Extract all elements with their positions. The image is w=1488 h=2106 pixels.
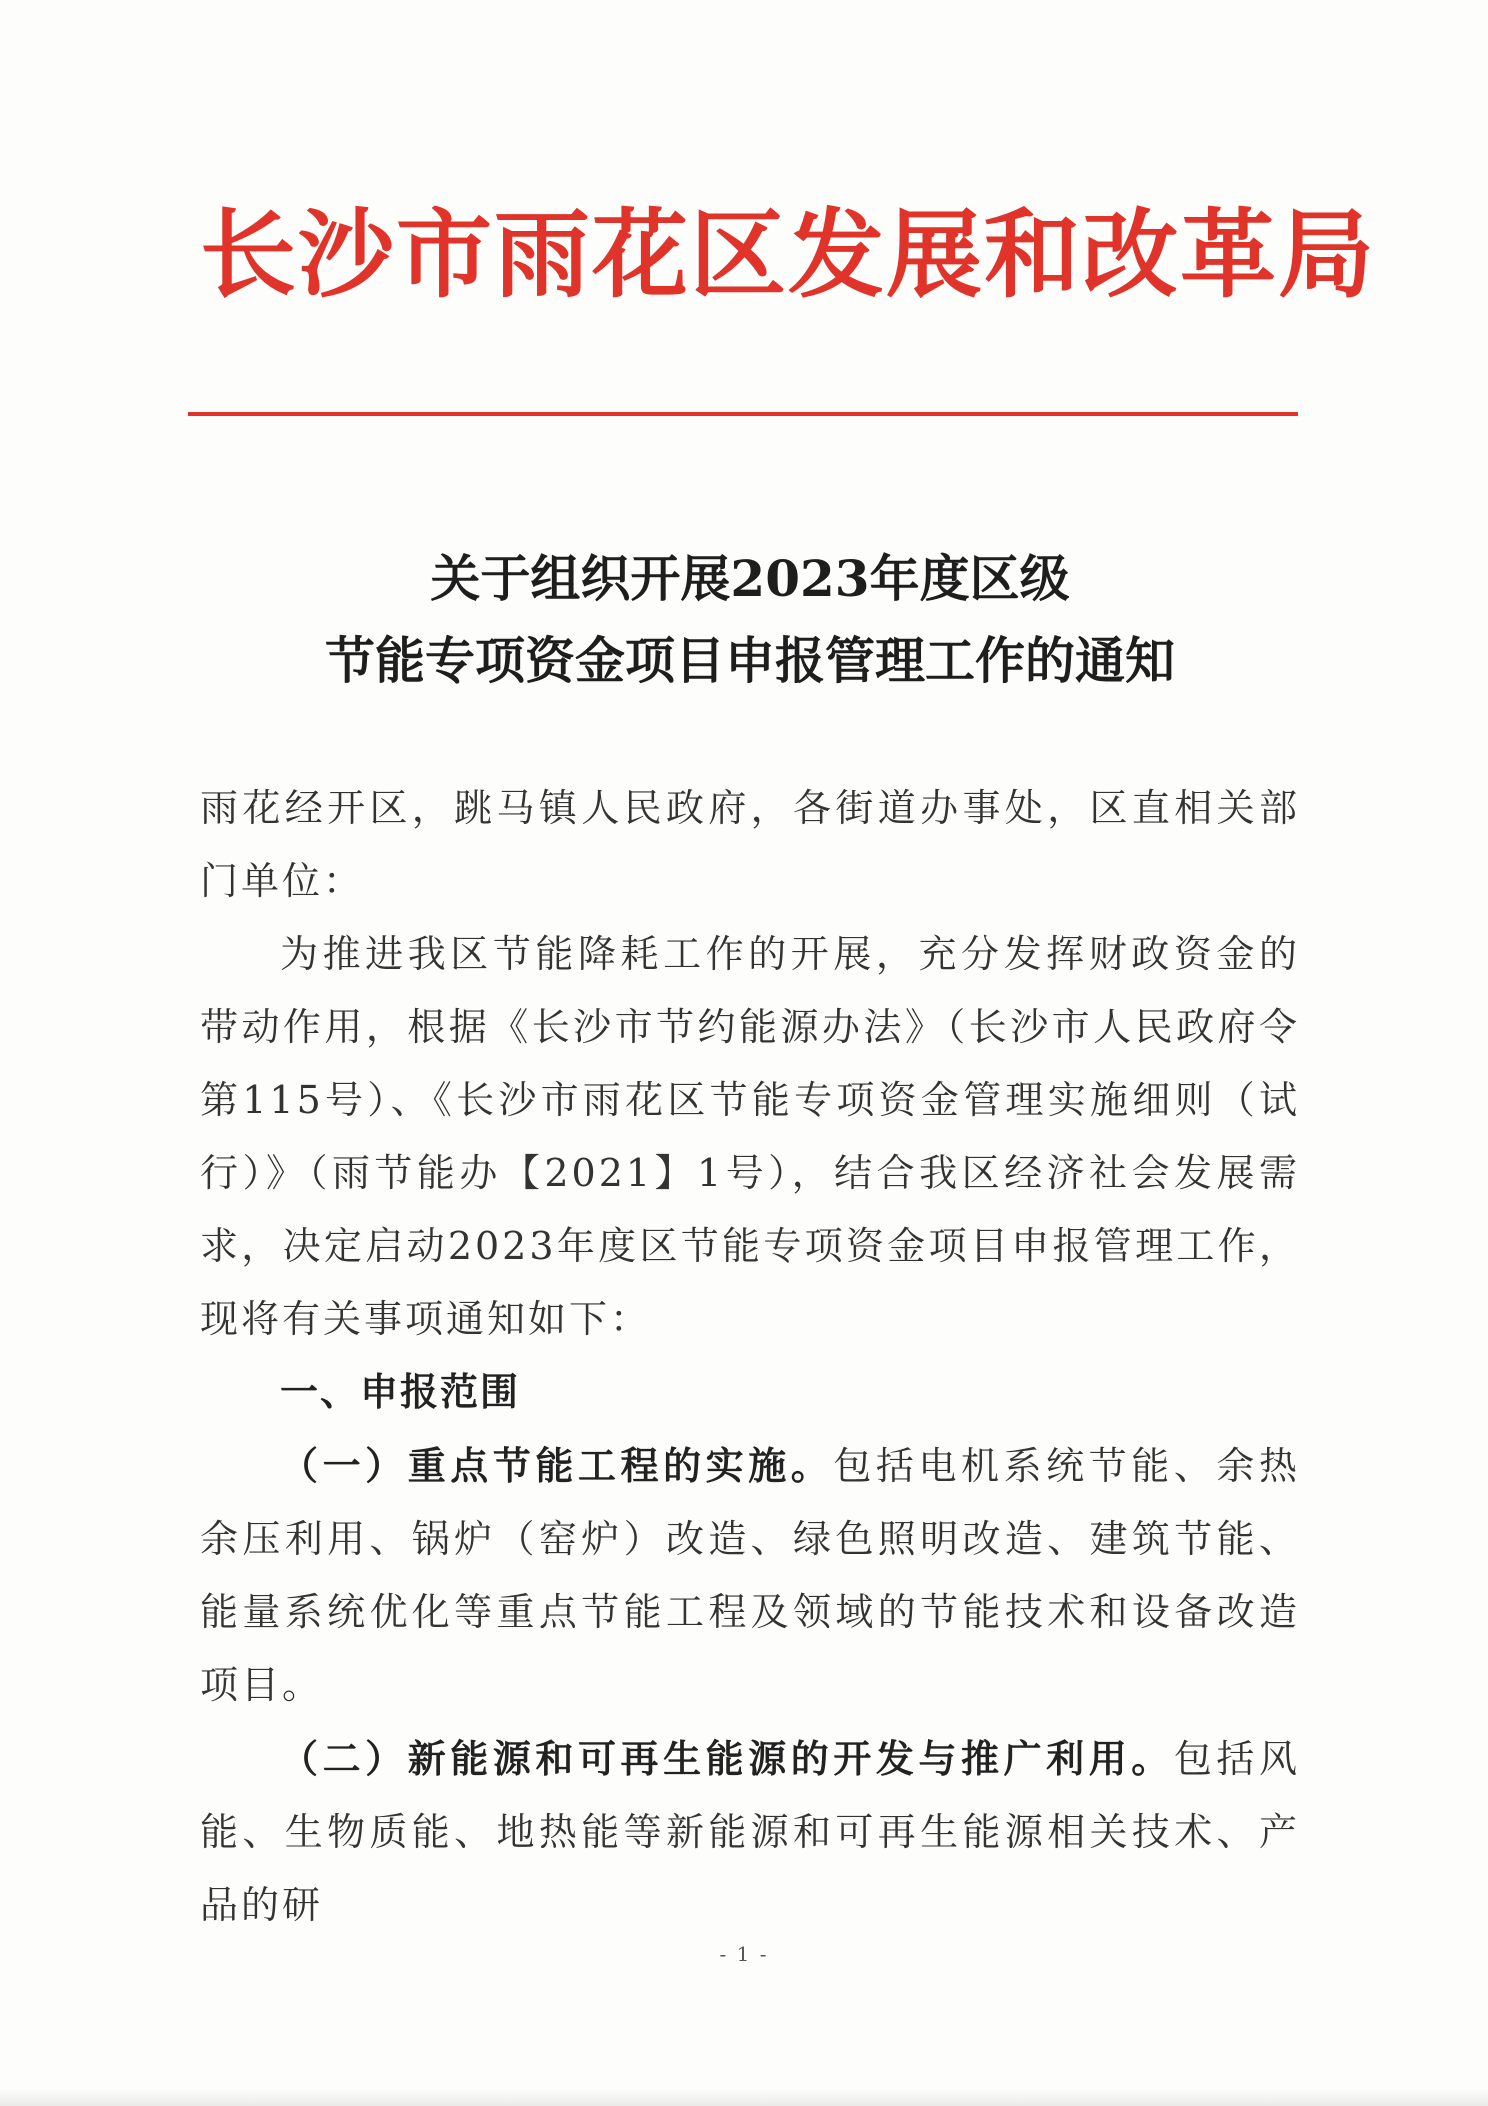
document-title-line-1: 关于组织开展2023年度区级 [430, 549, 1070, 608]
document-title [200, 538, 1300, 702]
red-separator-line [188, 412, 1298, 416]
issuing-authority-masthead: 长沙市雨花区发展和改革局 [200, 198, 1376, 311]
salutation: 雨花经开区，跳马镇人民政府，各街道办事处，区直相关部门单位： [200, 786, 1300, 903]
document-body [200, 772, 1300, 1942]
scope-item-2-text: 包括风能、生物质能、地热能等新能源和可再生能源相关技术、产品的研 [200, 1737, 1300, 1927]
scan-bottom-edge [0, 2088, 1488, 2106]
intro-paragraph: 为推进我区节能降耗工作的开展，充分发挥财政资金的带动作用，根据《长沙市节约能源办法》（长沙市人民政府令第115号）、《长沙市雨花区节能专项资金管理实施细则（试行）》（雨节能办【2021】1号），结合我区经济社会发展需求，决定启动2023年度区节能专项资金项目申报管理工作，现将有关事项通知如下： [200, 932, 1300, 1341]
section-heading-scope: 一、申报范围 [280, 1370, 521, 1414]
page-number: - 1 - [719, 1942, 769, 1966]
scope-item-1-text: 包括电机系统节能、余热余压利用、锅炉（窑炉）改造、绿色照明改造、建筑节能、能量系统优化等重点节能工程及领域的节能技术和设备改造项目。 [200, 1444, 1300, 1707]
scope-item-1 [200, 1429, 1300, 1722]
document-title-line-2: 节能专项资金项目申报管理工作的通知 [325, 631, 1175, 690]
scope-item-2-lead: （二）新能源和可再生能源的开发与推广利用。 [280, 1736, 1174, 1781]
scope-item-2 [200, 1722, 1300, 1942]
scope-item-1-lead: （一）重点节能工程的实施。 [280, 1443, 834, 1488]
